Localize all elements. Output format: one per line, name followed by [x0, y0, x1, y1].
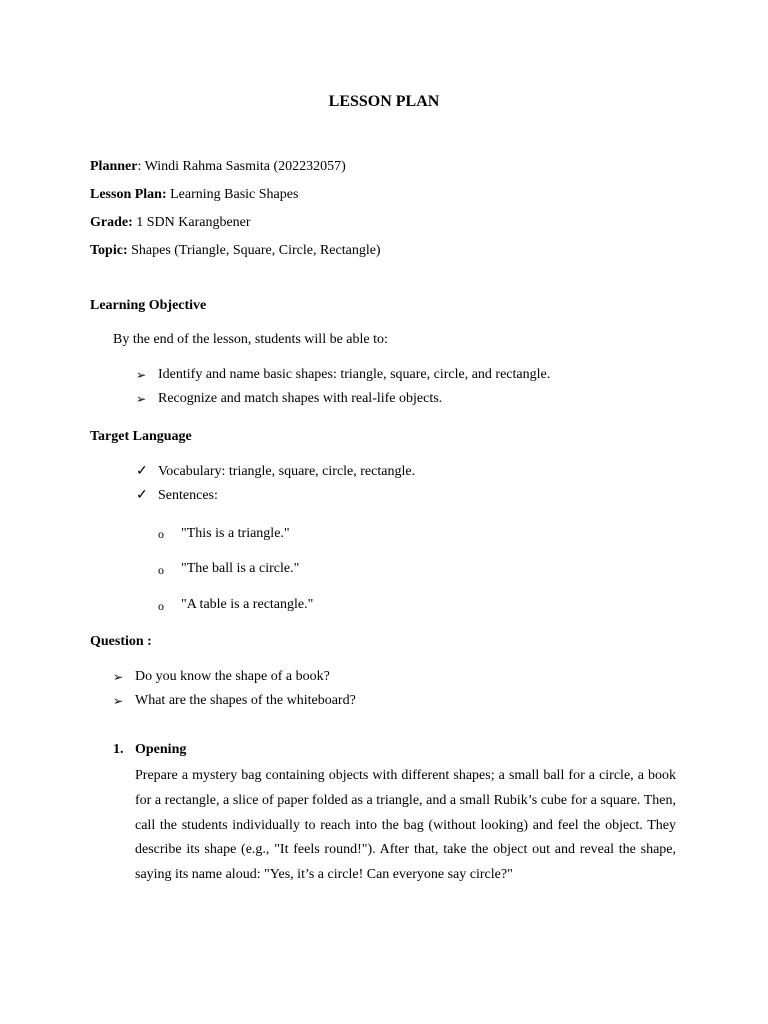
grade-value: 1 SDN Karangbener — [132, 215, 251, 230]
learning-objective-heading: Learning Objective — [90, 298, 207, 313]
arrow-bullet-icon: ➢ — [136, 392, 147, 406]
circle-bullet-icon: o — [158, 527, 164, 541]
circle-bullet-icon: o — [158, 563, 164, 577]
objective-item: Recognize and match shapes with real-life objects. — [158, 391, 443, 406]
learning-objective-intro: By the end of the lesson, students will be able to: — [113, 332, 388, 347]
objective-item: Identify and name basic shapes: triangle, square, circle, and rectangle. — [158, 367, 551, 382]
planner-label: Planner — [90, 159, 138, 174]
question-heading: Question : — [90, 634, 152, 649]
lesson-plan-label: Lesson Plan: — [90, 187, 167, 202]
step-number: 1. — [113, 742, 124, 757]
question-item: What are the shapes of the whiteboard? — [135, 693, 356, 708]
step-heading: Opening — [135, 742, 187, 757]
arrow-bullet-icon: ➢ — [113, 694, 124, 708]
topic-value: Shapes (Triangle, Square, Circle, Rectangle) — [127, 243, 381, 258]
arrow-bullet-icon: ➢ — [113, 670, 124, 684]
grade-label: Grade: — [90, 215, 133, 230]
planner-line — [90, 159, 346, 175]
target-language-item: Vocabulary: triangle, square, circle, rectangle. — [158, 464, 416, 479]
example-sentence: "The ball is a circle." — [181, 561, 300, 576]
checkmark-icon: ✓ — [136, 464, 148, 479]
lesson-plan-line — [90, 187, 298, 203]
example-sentence: "A table is a rectangle." — [181, 597, 314, 612]
step-paragraph: Prepare a mystery bag containing objects with different shapes; a small ball for a circle, a book for a rectangle, a slice of paper folded as a triangle, and a small Rubik’s cube for a square. Then, call the students individually to reach into the bag (without looking) and feel the object. They describe its shape (e.g., "It feels round!"). After that, take the object out and reveal the shape, saying its name aloud: "Yes, it’s a circle! Can everyone say circle?" — [135, 768, 676, 883]
lesson-plan-value: Learning Basic Shapes — [166, 187, 299, 202]
topic-line — [90, 243, 381, 259]
grade-line — [90, 215, 251, 231]
target-language-heading: Target Language — [90, 429, 192, 444]
topic-label: Topic: — [90, 243, 128, 258]
circle-bullet-icon: o — [158, 599, 164, 613]
checkmark-icon: ✓ — [136, 488, 148, 503]
arrow-bullet-icon: ➢ — [136, 368, 147, 382]
question-item: Do you know the shape of a book? — [135, 669, 330, 684]
planner-value: : Windi Rahma Sasmita (202232057) — [137, 159, 346, 174]
target-language-item: Sentences: — [158, 488, 218, 503]
document-title: LESSON PLAN — [328, 93, 440, 110]
example-sentence: "This is a triangle." — [181, 526, 290, 541]
